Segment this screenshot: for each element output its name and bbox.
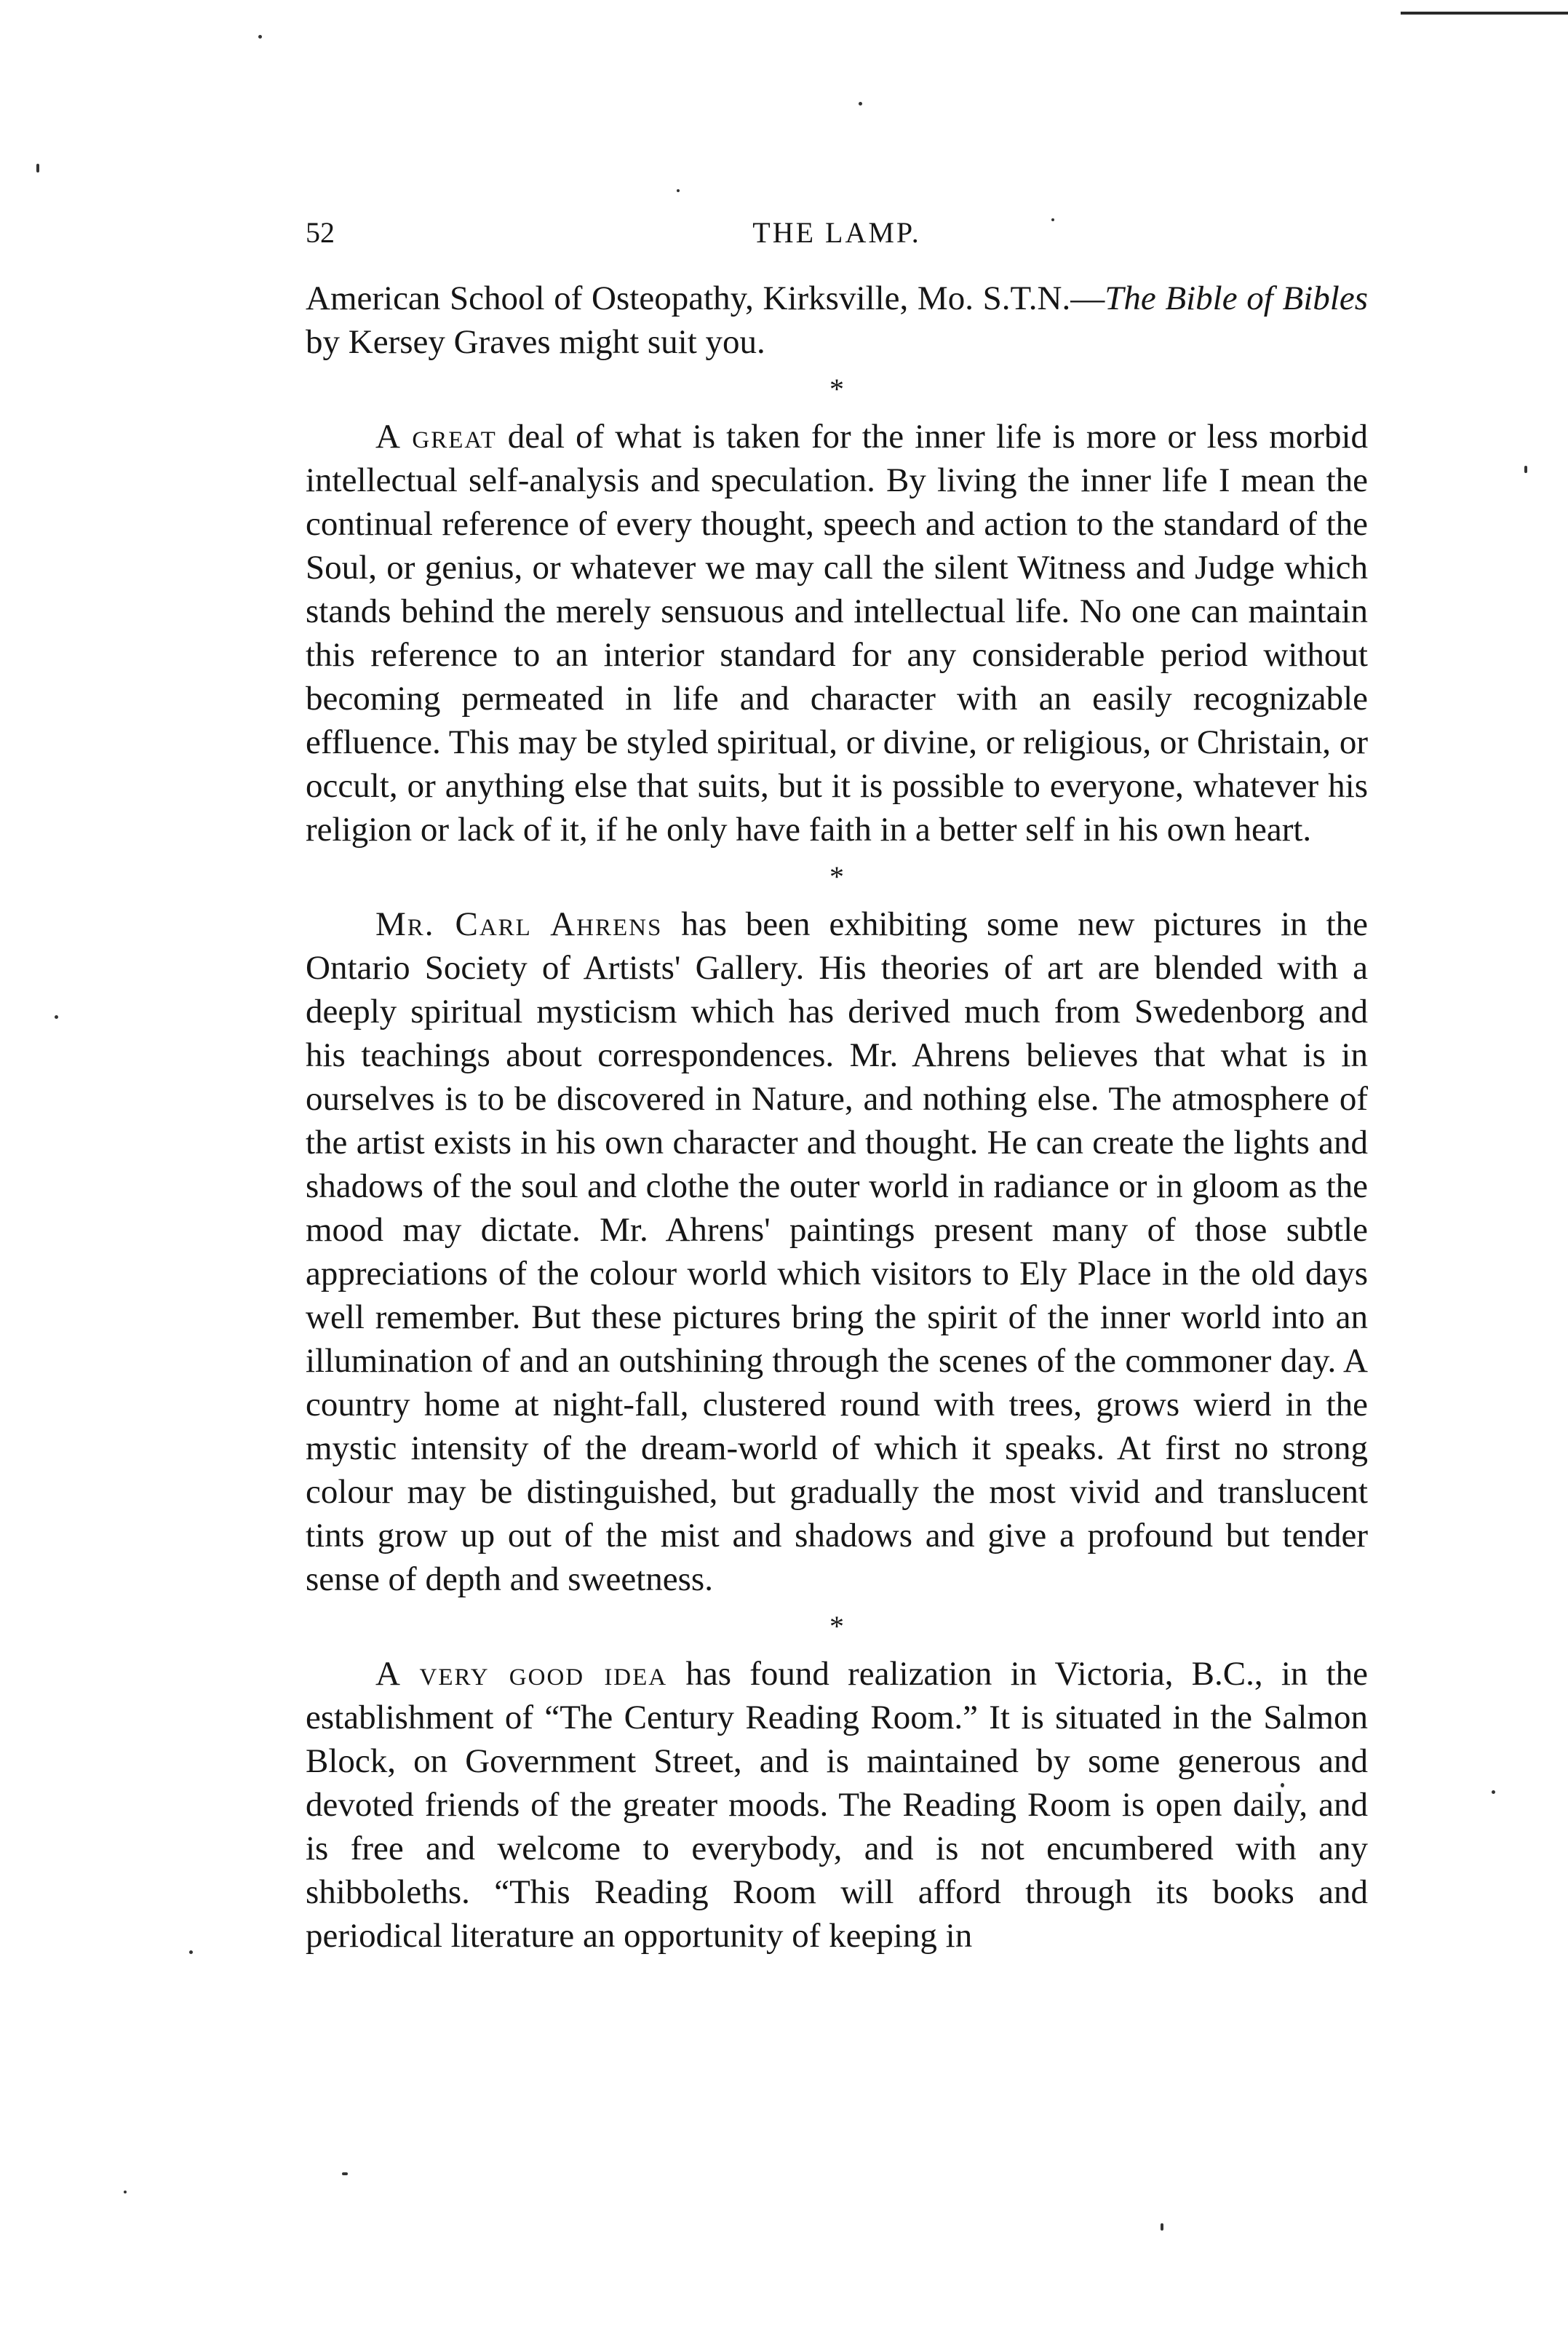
- paragraph-text: by Kersey Graves might suit you.: [306, 323, 765, 361]
- running-title: THE LAMP.: [752, 216, 921, 249]
- scan-speck: [258, 35, 262, 39]
- section-separator: *: [829, 1610, 844, 1643]
- book-title: The Bible of Bibles: [1105, 279, 1368, 317]
- paragraph-carl-ahrens: [306, 902, 1368, 1601]
- scan-speck: [55, 1015, 58, 1019]
- scan-speck: [859, 102, 862, 106]
- paragraph-text: deal of what is taken for the inner life is more or less morbid intellectual self-analysis and speculation. By living the inner life I mean the continual reference of every thought, speech and action to the standard of the Soul, or genius, or whatever we may call the silent Witness and Judge which stands behind the merely sensuous and intellectual life. No one can maintain this reference to an interior standard for any considerable period without becoming permeated in life and character with an easily recognizable effluence. This may be styled spiritual, or divine, or religious, or Christain, or occult, or anything else that suits, but it is possible to everyone, whatever his religion or lack of it, if he only have faith in a better self in his own heart.: [306, 418, 1368, 849]
- scan-speck: [342, 2172, 348, 2175]
- body-text: [306, 277, 1368, 1958]
- scan-speck: [1492, 1790, 1495, 1794]
- page-number: 52: [306, 216, 335, 249]
- paragraph-text: has found realization in Victoria, B.C., in the establishment of “The Century Reading Room.” It is situated in the Salmon Block, on Government Street, and is maintained by some generous and devoted friends of the greater moods. The Reading Room is open daily, and is free and welcome to everybody, and is not encumbered with any shibboleths. “This Reading Room will afford through its books and periodical literature an opportunity of keeping in: [306, 1655, 1369, 1955]
- scan-speck: [189, 1950, 193, 1954]
- paragraph-reading-room: [306, 1652, 1368, 1958]
- paragraph-inner-life: [306, 415, 1368, 851]
- paragraph-lead: A very good idea: [375, 1655, 668, 1693]
- scan-speck: [124, 2191, 127, 2193]
- paragraph-lead: Mr. Carl Ahrens: [375, 905, 663, 943]
- scan-speck: [1524, 466, 1527, 473]
- page-header: [306, 211, 1368, 255]
- paragraph-osteopathy: [306, 277, 1368, 364]
- section-separator: *: [829, 860, 844, 893]
- scan-speck: [1161, 2223, 1163, 2231]
- top-edge-rule: [1401, 12, 1568, 15]
- scan-speck: [677, 189, 680, 192]
- scan-speck: [36, 164, 39, 172]
- section-separator: *: [829, 373, 844, 405]
- paragraph-text: American School of Osteopathy, Kirksville, Mo. S.T.N.—: [306, 279, 1105, 317]
- paragraph-text: has been exhibiting some new pictures in the Ontario Society of Artists' Gallery. His theories of art are blended with a deeply spiritual mysticism which has derived much from Swedenborg and his teachings about correspondences. Mr. Ahrens believes that what is in ourselves is to be discovered in Nature, and nothing else. The atmosphere of the artist exists in his own character and thought. He can create the lights and shadows of the soul and clothe the outer world in radiance or in gloom as the mood may dictate. Mr. Ahrens' paintings present many of those subtle appreciations of the colour world which visitors to Ely Place in the old days well remember. But these pictures bring the spirit of the inner world into an illumination of and an outshining through the scenes of the commoner day. A country home at night-fall, clustered round with trees, grows wierd in the mystic intensity of the dream-world of which it speaks. At first no strong colour may be distinguished, but gradually the most vivid and translucent tints grow up out of the mist and shadows and give a profound but tender sense of depth and sweetness.: [306, 905, 1368, 1598]
- paragraph-lead: A great: [375, 418, 497, 456]
